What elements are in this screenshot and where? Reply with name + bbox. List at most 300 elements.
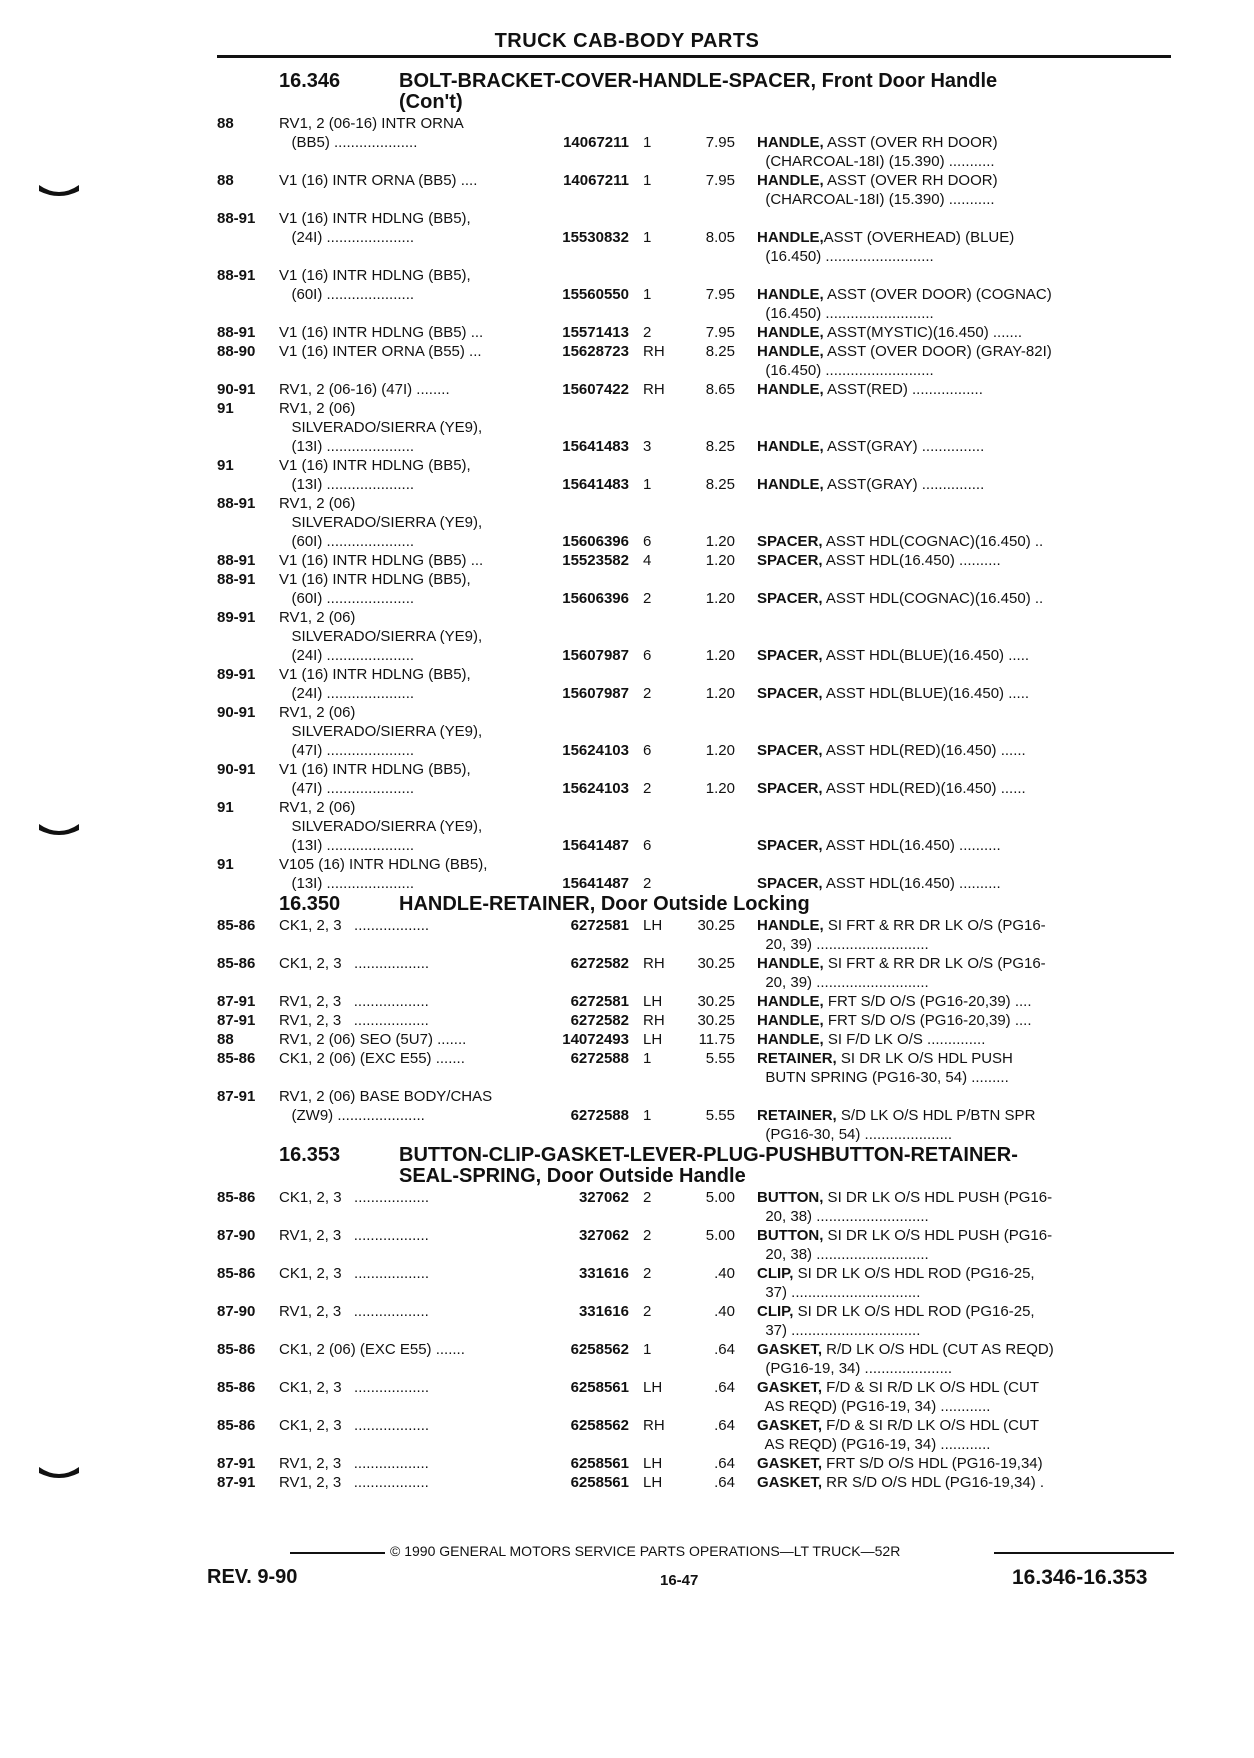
model-description: RV1, 2 (06)	[279, 609, 356, 626]
part-details: SI FRT & RR DR LK O/S (PG16-	[823, 955, 1046, 972]
quantity: 1	[643, 134, 652, 151]
part-name-cell	[735, 1473, 1171, 1492]
table-row	[217, 1264, 1171, 1283]
quantity: 4	[643, 552, 652, 569]
hole-punch-mark	[38, 183, 80, 197]
footer-copyright: © 1990 GENERAL MOTORS SERVICE PARTS OPERATIONS—LT TRUCK—52R	[390, 1543, 901, 1559]
quantity: RH	[643, 955, 665, 972]
price: 1.20	[705, 647, 735, 664]
model-year	[217, 133, 279, 152]
part-number: 14067211	[563, 172, 629, 189]
section-subtitle: (Con't)	[399, 91, 463, 113]
quantity	[629, 1435, 675, 1454]
model-year	[217, 1435, 279, 1454]
part-number	[539, 266, 629, 285]
quantity	[629, 1087, 675, 1106]
part-name-cell	[735, 1049, 1171, 1068]
price	[675, 152, 735, 171]
part-number	[539, 1087, 629, 1106]
footer-rule-left	[290, 1552, 385, 1554]
part-name-cell	[735, 532, 1171, 551]
part-details: SI DR LK O/S HDL PUSH (PG16-	[823, 1189, 1053, 1206]
quantity: RH	[643, 1012, 665, 1029]
model-year: 85-86	[217, 1050, 256, 1067]
quantity: LH	[643, 1031, 663, 1048]
model-year: 87-91	[217, 1012, 256, 1029]
model-description: (47I) .....................	[279, 742, 415, 759]
quantity: 2	[643, 1303, 652, 1320]
table-row	[217, 954, 1171, 973]
model-description: RV1, 2 (06) SEO (5U7) .......	[279, 1031, 467, 1048]
model-year: 88-91	[217, 552, 256, 569]
part-number	[539, 304, 629, 323]
quantity	[629, 627, 675, 646]
model-description: (24I) .....................	[279, 647, 415, 664]
model-description: RV1, 2 (06)	[279, 495, 356, 512]
model-year	[217, 874, 279, 893]
model-year	[217, 1207, 279, 1226]
table-row	[217, 1416, 1171, 1435]
model-description: SILVERADO/SIERRA (YE9),	[279, 419, 483, 436]
model-description: RV1, 2 (06)	[279, 799, 356, 816]
table-row	[217, 916, 1171, 935]
table-row	[217, 437, 1171, 456]
table-row	[217, 1207, 1171, 1226]
part-name-cell	[735, 475, 1171, 494]
table-row	[217, 589, 1171, 608]
model-year: 91	[217, 799, 234, 816]
table-row	[217, 304, 1171, 323]
model-year: 87-91	[217, 1474, 256, 1491]
part-details: (CHARCOAL-18I) (15.390) ...........	[757, 153, 995, 170]
price: 8.25	[705, 343, 735, 360]
model-description: RV1, 2, 3 ..................	[279, 1455, 429, 1472]
part-number	[539, 1359, 629, 1378]
price	[675, 304, 735, 323]
part-name-cell	[735, 722, 1171, 741]
part-name-cell	[735, 1106, 1171, 1125]
table-row	[217, 266, 1171, 285]
price: 7.95	[705, 286, 735, 303]
table-row	[217, 114, 1171, 133]
price	[675, 1125, 735, 1144]
model-description	[279, 1283, 539, 1302]
quantity	[629, 399, 675, 418]
table-row	[217, 152, 1171, 171]
price	[675, 836, 735, 855]
table-row	[217, 570, 1171, 589]
quantity: 6	[643, 837, 652, 854]
price: 1.20	[705, 552, 735, 569]
part-details: F/D & SI R/D LK O/S HDL (CUT	[822, 1417, 1039, 1434]
quantity: RH	[643, 381, 665, 398]
part-number: 15624103	[562, 742, 629, 759]
model-description: RV1, 2 (06-16) INTR ORNA	[279, 115, 464, 132]
price	[675, 456, 735, 475]
part-number	[539, 1283, 629, 1302]
price: 1.20	[705, 685, 735, 702]
section-heading	[217, 72, 1171, 91]
model-description: V1 (16) INTR ORNA (BB5) ....	[279, 172, 478, 189]
part-name: HANDLE,	[757, 324, 824, 341]
table-row	[217, 399, 1171, 418]
model-year	[217, 1106, 279, 1125]
part-details: ASST (OVER DOOR) (GRAY-82I)	[823, 343, 1052, 360]
part-name-cell	[735, 1226, 1171, 1245]
table-row	[217, 1125, 1171, 1144]
part-name: CLIP,	[757, 1265, 794, 1282]
part-details: AS REQD) (PG16-19, 34) ............	[757, 1436, 991, 1453]
quantity	[629, 494, 675, 513]
model-description: SILVERADO/SIERRA (YE9),	[279, 514, 483, 531]
table-row	[217, 133, 1171, 152]
part-number: 327062	[578, 1189, 629, 1206]
part-name-cell	[735, 627, 1171, 646]
part-name: SPACER,	[757, 742, 823, 759]
model-description: SILVERADO/SIERRA (YE9),	[279, 818, 483, 835]
part-details: SI DR LK O/S HDL ROD (PG16-25,	[793, 1303, 1035, 1320]
quantity	[629, 304, 675, 323]
price	[675, 418, 735, 437]
table-row	[217, 779, 1171, 798]
model-year: 91	[217, 400, 234, 417]
part-name: HANDLE,	[757, 1031, 824, 1048]
table-row	[217, 1283, 1171, 1302]
quantity: 1	[643, 1050, 652, 1067]
part-name-cell	[735, 1283, 1171, 1302]
part-number: 331616	[578, 1303, 629, 1320]
part-number	[539, 247, 629, 266]
quantity: 2	[643, 875, 652, 892]
section-heading-continued	[217, 93, 1171, 112]
price: 30.25	[697, 993, 735, 1010]
part-number	[539, 627, 629, 646]
model-year: 87-91	[217, 993, 256, 1010]
part-number	[539, 114, 629, 133]
quantity: 2	[643, 324, 652, 341]
part-number: 6258561	[570, 1455, 629, 1472]
part-name-cell	[735, 589, 1171, 608]
price	[675, 874, 735, 893]
part-name: SPACER,	[757, 533, 823, 550]
model-year	[217, 1397, 279, 1416]
model-description: RV1, 2, 3 ..................	[279, 1474, 429, 1491]
part-name-cell	[735, 266, 1171, 285]
part-number: 15641483	[562, 476, 629, 493]
model-year	[217, 1068, 279, 1087]
quantity	[629, 608, 675, 627]
price	[675, 1321, 735, 1340]
part-name-cell	[735, 665, 1171, 684]
part-name: SPACER,	[757, 552, 823, 569]
part-details: 20, 39) ...........................	[757, 974, 929, 991]
table-row	[217, 608, 1171, 627]
model-year	[217, 152, 279, 171]
part-details: ASST HDL(BLUE)(16.450) .....	[822, 685, 1030, 702]
part-name: GASKET,	[757, 1341, 823, 1358]
model-year: 90-91	[217, 761, 256, 778]
part-details: RR S/D O/S HDL (PG16-19,34) .	[822, 1474, 1045, 1491]
table-row	[217, 935, 1171, 954]
section-subtitle: SEAL-SPRING, Door Outside Handle	[399, 1165, 746, 1187]
price: .64	[714, 1379, 735, 1396]
part-name: RETAINER,	[757, 1050, 837, 1067]
model-year	[217, 304, 279, 323]
part-number	[539, 361, 629, 380]
table-row	[217, 1378, 1171, 1397]
hole-punch-mark	[38, 1465, 80, 1479]
quantity: LH	[643, 1379, 663, 1396]
price: 7.95	[705, 172, 735, 189]
part-details: 20, 38) ...........................	[757, 1246, 929, 1263]
quantity: RH	[643, 343, 665, 360]
quantity: LH	[643, 993, 663, 1010]
model-description	[279, 1207, 539, 1226]
model-description: SILVERADO/SIERRA (YE9),	[279, 628, 483, 645]
model-year: 89-91	[217, 609, 256, 626]
model-year	[217, 627, 279, 646]
part-details: ASST(GRAY) ...............	[823, 476, 985, 493]
table-row	[217, 1087, 1171, 1106]
footer-page-number: 16-47	[660, 1572, 699, 1589]
model-year	[217, 513, 279, 532]
part-number: 14067211	[563, 134, 629, 151]
quantity	[629, 266, 675, 285]
part-number: 6258561	[570, 1474, 629, 1491]
part-details: FRT S/D O/S HDL (PG16-19,34)	[822, 1455, 1043, 1472]
table-row	[217, 171, 1171, 190]
section-title: BUTTON-CLIP-GASKET-LEVER-PLUG-PUSHBUTTON-RETAINER-	[399, 1144, 1018, 1166]
model-description: RV1, 2 (06)	[279, 400, 356, 417]
part-name: HANDLE,	[757, 286, 824, 303]
quantity	[629, 456, 675, 475]
part-name-cell	[735, 954, 1171, 973]
part-name-cell	[735, 1030, 1171, 1049]
section-number: 16.350	[279, 893, 341, 915]
price: 5.00	[705, 1227, 735, 1244]
model-year	[217, 779, 279, 798]
part-name-cell	[735, 1302, 1171, 1321]
part-number	[539, 817, 629, 836]
model-year	[217, 935, 279, 954]
model-description	[279, 1068, 539, 1087]
part-name-cell	[735, 1068, 1171, 1087]
table-row	[217, 361, 1171, 380]
quantity	[629, 418, 675, 437]
model-description	[279, 247, 539, 266]
part-name-cell	[735, 1125, 1171, 1144]
part-name-cell	[735, 973, 1171, 992]
part-details: BUTN SPRING (PG16-30, 54) .........	[757, 1069, 1009, 1086]
quantity: 1	[643, 1107, 652, 1124]
quantity: 2	[643, 685, 652, 702]
price	[675, 266, 735, 285]
model-description: V1 (16) INTR HDLNG (BB5),	[279, 571, 471, 588]
price: .64	[714, 1455, 735, 1472]
part-number	[539, 935, 629, 954]
quantity	[629, 1245, 675, 1264]
quantity	[629, 1283, 675, 1302]
part-name: HANDLE,	[757, 917, 824, 934]
table-row	[217, 494, 1171, 513]
price: .64	[714, 1417, 735, 1434]
part-number	[539, 855, 629, 874]
quantity: 2	[643, 1189, 652, 1206]
model-description: (24I) .....................	[279, 229, 415, 246]
model-year: 91	[217, 457, 234, 474]
part-number: 15523582	[562, 552, 629, 569]
part-number	[539, 1207, 629, 1226]
model-description: SILVERADO/SIERRA (YE9),	[279, 723, 483, 740]
model-year	[217, 1321, 279, 1340]
part-details: ASST HDL(RED)(16.450) ......	[822, 742, 1026, 759]
section-number-spacer	[279, 1167, 399, 1186]
model-year	[217, 418, 279, 437]
part-number: 6258562	[570, 1341, 629, 1358]
model-description: (BB5) ....................	[279, 134, 418, 151]
table-row	[217, 532, 1171, 551]
part-name-cell	[735, 855, 1171, 874]
model-description: V1 (16) INTER ORNA (B55) ...	[279, 343, 482, 360]
footer-revision: REV. 9-90	[207, 1566, 298, 1588]
hole-punch-mark	[38, 822, 80, 836]
quantity: 1	[643, 1341, 652, 1358]
part-number	[539, 798, 629, 817]
model-description: (60I) .....................	[279, 286, 415, 303]
table-row	[217, 1188, 1171, 1207]
part-name-cell	[735, 209, 1171, 228]
quantity	[629, 1125, 675, 1144]
price: 8.25	[705, 476, 735, 493]
model-year	[217, 361, 279, 380]
part-number	[539, 570, 629, 589]
price	[675, 114, 735, 133]
part-number: 6272582	[570, 1012, 629, 1029]
quantity	[629, 114, 675, 133]
part-number: 6272581	[570, 993, 629, 1010]
part-details: ASST (OVER RH DOOR)	[823, 134, 998, 151]
model-description	[279, 1245, 539, 1264]
table-row	[217, 1302, 1171, 1321]
model-description: V1 (16) INTR HDLNG (BB5),	[279, 267, 471, 284]
table-row	[217, 992, 1171, 1011]
part-name-cell	[735, 418, 1171, 437]
price	[675, 1207, 735, 1226]
table-row	[217, 1245, 1171, 1264]
price	[675, 627, 735, 646]
model-year: 88-91	[217, 571, 256, 588]
part-name: BUTTON,	[757, 1227, 824, 1244]
price	[675, 855, 735, 874]
model-year	[217, 1125, 279, 1144]
model-year: 85-86	[217, 1265, 256, 1282]
model-description: (13I) .....................	[279, 837, 415, 854]
price	[675, 247, 735, 266]
part-name-cell	[735, 456, 1171, 475]
table-row	[217, 1397, 1171, 1416]
footer-rule-right	[994, 1552, 1174, 1554]
part-name-cell	[735, 570, 1171, 589]
table-row	[217, 285, 1171, 304]
part-number	[539, 1435, 629, 1454]
quantity	[629, 760, 675, 779]
part-name-cell	[735, 935, 1171, 954]
part-details: (PG16-19, 34) .....................	[757, 1360, 953, 1377]
part-name: SPACER,	[757, 875, 823, 892]
part-name: GASKET,	[757, 1474, 823, 1491]
table-row	[217, 1321, 1171, 1340]
table-row	[217, 798, 1171, 817]
model-year	[217, 1245, 279, 1264]
quantity	[629, 935, 675, 954]
price: 30.25	[697, 1012, 735, 1029]
part-name-cell	[735, 133, 1171, 152]
model-description: V1 (16) INTR HDLNG (BB5) ...	[279, 324, 484, 341]
table-row	[217, 855, 1171, 874]
part-name: HANDLE,	[757, 476, 824, 493]
footer-section-range: 16.346-16.353	[1012, 1566, 1148, 1589]
part-name-cell	[735, 285, 1171, 304]
part-details: FRT S/D O/S (PG16-20,39) ....	[823, 1012, 1032, 1029]
model-year: 88-91	[217, 324, 256, 341]
part-details: ASST (OVER DOOR) (COGNAC)	[823, 286, 1052, 303]
model-year	[217, 836, 279, 855]
model-description: CK1, 2, 3 ..................	[279, 1379, 430, 1396]
table-row	[217, 323, 1171, 342]
part-number: 14072493	[562, 1031, 629, 1048]
quantity	[629, 665, 675, 684]
price: 7.95	[705, 134, 735, 151]
part-name-cell	[735, 1087, 1171, 1106]
part-name: SPACER,	[757, 837, 823, 854]
part-details: SI DR LK O/S HDL PUSH (PG16-	[823, 1227, 1053, 1244]
price: .40	[714, 1303, 735, 1320]
quantity	[629, 1359, 675, 1378]
section-heading	[217, 895, 1171, 914]
table-row	[217, 741, 1171, 760]
price	[675, 665, 735, 684]
part-name-cell	[735, 152, 1171, 171]
table-row	[217, 228, 1171, 247]
part-number	[539, 1397, 629, 1416]
model-description: CK1, 2, 3 ..................	[279, 1189, 430, 1206]
part-number: 6272588	[570, 1050, 629, 1067]
part-details: ASST(RED) .................	[823, 381, 983, 398]
part-number: 15641487	[562, 837, 629, 854]
table-row	[217, 513, 1171, 532]
price	[675, 399, 735, 418]
model-description: CK1, 2, 3 ..................	[279, 1417, 430, 1434]
part-number	[539, 1125, 629, 1144]
model-year	[217, 741, 279, 760]
part-number	[539, 494, 629, 513]
part-name-cell	[735, 513, 1171, 532]
part-name-cell	[735, 437, 1171, 456]
model-description: V105 (16) INTR HDLNG (BB5),	[279, 856, 488, 873]
price	[675, 209, 735, 228]
part-details: 37) ...............................	[757, 1284, 921, 1301]
model-description	[279, 304, 539, 323]
part-number: 15624103	[562, 780, 629, 797]
part-details: ASST(MYSTIC)(16.450) .......	[823, 324, 1023, 341]
table-row	[217, 1226, 1171, 1245]
part-name: HANDLE,	[757, 993, 824, 1010]
price	[675, 1435, 735, 1454]
part-name: SPACER,	[757, 685, 823, 702]
part-number	[539, 973, 629, 992]
part-details: SI FRT & RR DR LK O/S (PG16-	[823, 917, 1046, 934]
part-name-cell	[735, 1245, 1171, 1264]
